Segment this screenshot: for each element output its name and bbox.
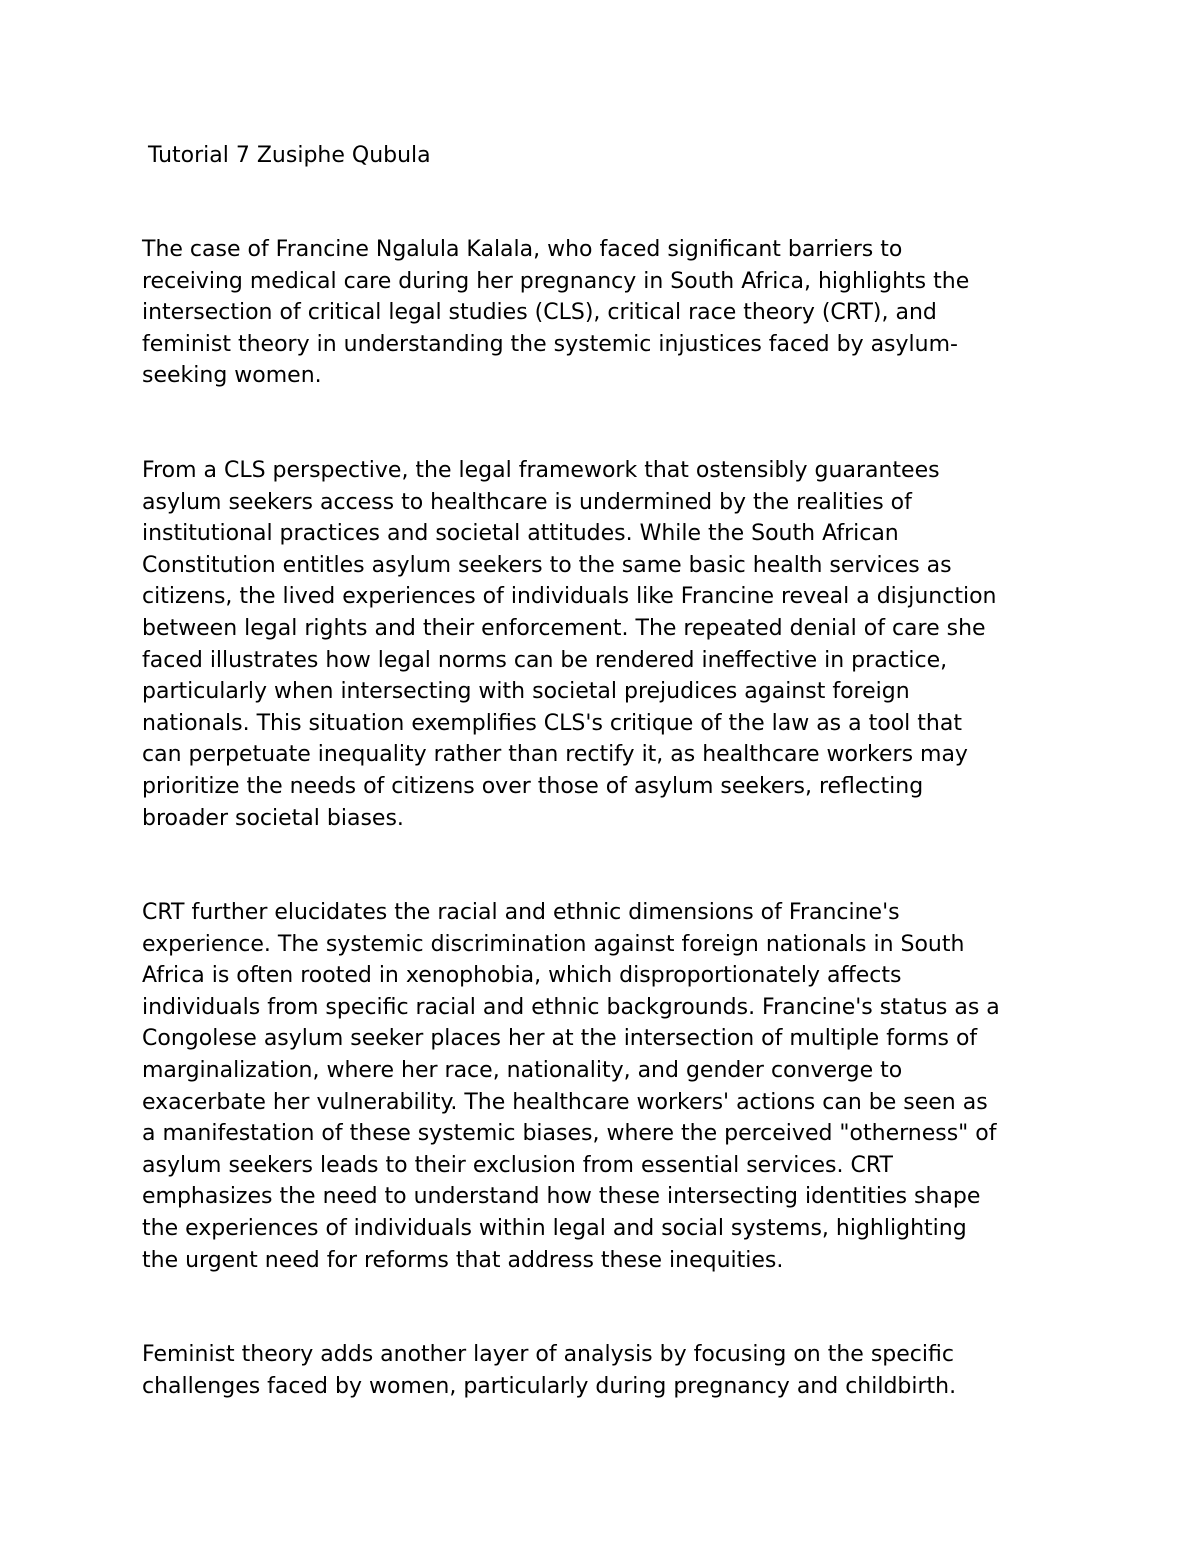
text-line: a manifestation of these systemic biases, where the perceived "otherness" of — [142, 1121, 997, 1147]
text-line: experience. The systemic discrimination against foreign nationals in South — [142, 931, 965, 957]
text-line: Africa is often rooted in xenophobia, which disproportionately affects — [142, 963, 902, 989]
text-line: broader societal biases. — [142, 805, 404, 831]
text-line: nationals. This situation exemplifies CLS's critique of the law as a tool that — [142, 710, 962, 736]
paragraph-feminist-theory — [142, 1339, 1072, 1402]
text-line: feminist theory in understanding the systemic injustices faced by asylum- — [142, 331, 958, 357]
text-line: From a CLS perspective, the legal framework that ostensibly guarantees — [142, 458, 940, 483]
text-line: faced illustrates how legal norms can be rendered ineffective in practice, — [142, 647, 948, 673]
text-line: particularly when intersecting with societal prejudices against foreign — [142, 679, 910, 705]
text-line: the experiences of individuals within legal and social systems, highlighting — [142, 1215, 967, 1241]
text-line: marginalization, where her race, nationality, and gender converge to — [142, 1057, 903, 1083]
text-line: between legal rights and their enforcement. The repeated denial of care she — [142, 615, 986, 641]
text-line: institutional practices and societal attitudes. While the South African — [142, 521, 899, 547]
text-line: CRT further elucidates the racial and ethnic dimensions of Francine's — [142, 900, 900, 925]
text-line: asylum seekers leads to their exclusion from essential services. CRT — [142, 1152, 893, 1178]
text-line: exacerbate her vulnerability. The healthcare workers' actions can be seen as — [142, 1089, 988, 1115]
text-line: prioritize the needs of citizens over those of asylum seekers, reflecting — [142, 773, 924, 799]
text-line: the urgent need for reforms that address these inequities. — [142, 1247, 784, 1273]
text-line: Constitution entitles asylum seekers to the same basic health services as — [142, 552, 952, 578]
text-line: emphasizes the need to understand how these intersecting identities shape — [142, 1184, 981, 1210]
text-line: Feminist theory adds another layer of analysis by focusing on the specific — [142, 1342, 954, 1367]
text-line: can perpetuate inequality rather than rectify it, as healthcare workers may — [142, 742, 968, 768]
text-line: citizens, the lived experiences of individuals like Francine reveal a disjunction — [142, 584, 997, 610]
text-line: challenges faced by women, particularly during pregnancy and childbirth. — [142, 1373, 957, 1399]
paragraph-cls — [142, 455, 1072, 834]
text-line: seeking women. — [142, 363, 322, 389]
text-line: asylum seekers access to healthcare is undermined by the realities of — [142, 489, 912, 515]
document-title: Tutorial 7 Zusiphe Qubula — [148, 143, 431, 168]
text-line: The case of Francine Ngalula Kalala, who faced significant barriers to — [142, 237, 903, 262]
paragraph-crt — [142, 897, 1072, 1276]
text-line: intersection of critical legal studies (CLS), critical race theory (CRT), and — [142, 300, 937, 326]
text-line: Congolese asylum seeker places her at the intersection of multiple forms of — [142, 1026, 978, 1052]
text-line: receiving medical care during her pregnancy in South Africa, highlights the — [142, 268, 970, 294]
text-line: individuals from specific racial and ethnic backgrounds. Francine's status as a — [142, 994, 1000, 1020]
paragraph-introduction — [142, 234, 1072, 392]
